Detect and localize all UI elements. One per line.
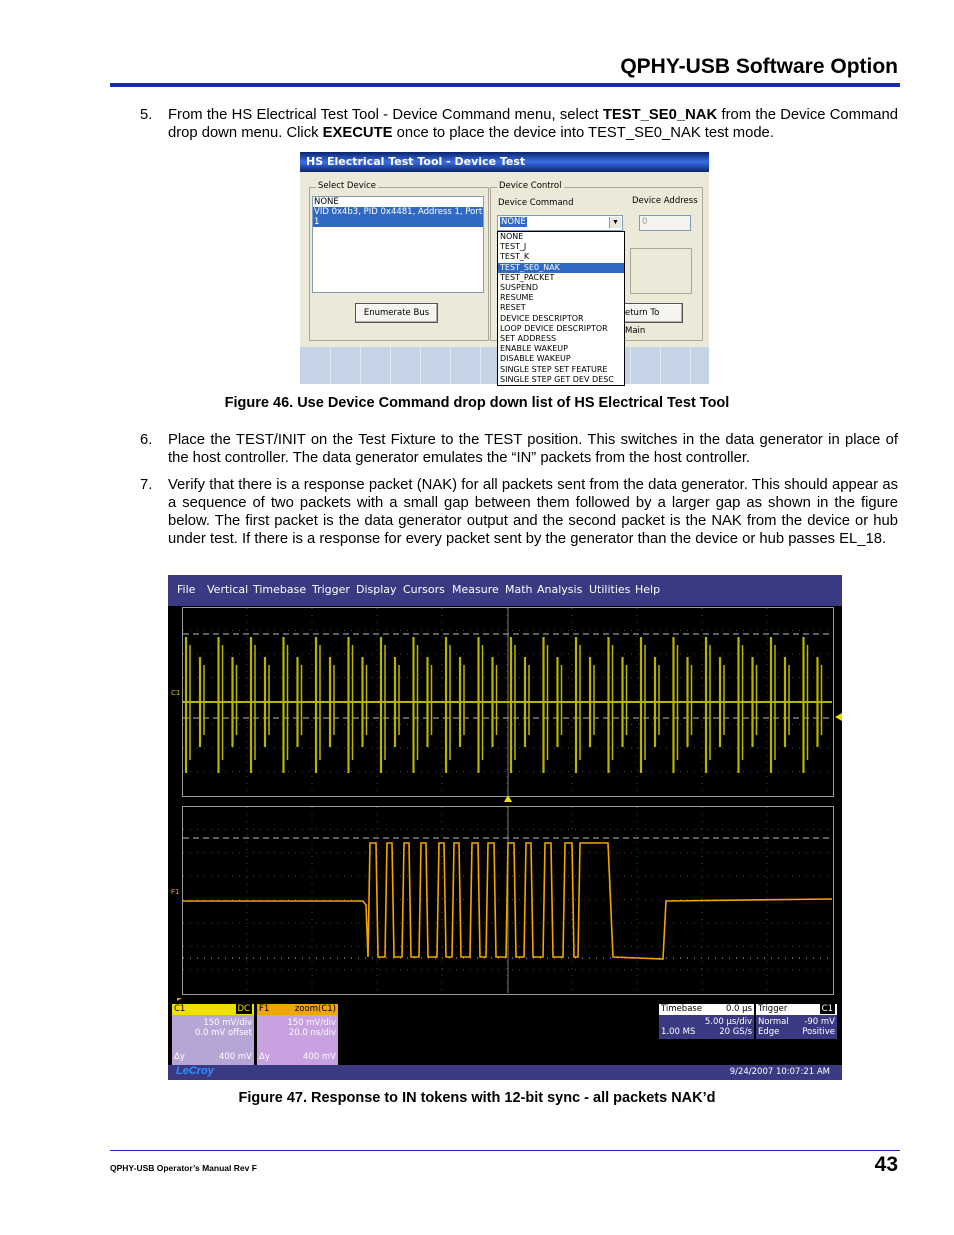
timebase-box[interactable] [659,1004,754,1039]
step-text [168,106,898,142]
f1-math-box[interactable] [257,1004,338,1065]
menu-item-cursors[interactable]: Cursors [403,583,445,596]
c1-scale: 150 mV/div [203,1018,252,1028]
trigger-channel: C1 [821,1004,833,1014]
header-rule [110,83,900,87]
menu-item-analysis[interactable]: Analysis [537,583,583,596]
chevron-down-icon[interactable]: ▼ [609,217,621,228]
menu-item-timebase[interactable]: Timebase [253,583,307,596]
oscilloscope-screen [168,575,842,1080]
menu-item-trigger[interactable]: Trigger [312,583,350,596]
timebase-rate: 20 GS/s [719,1027,752,1037]
device-list-item[interactable]: NONE [314,197,339,207]
f1-source: zoom(C1) [294,1004,336,1014]
menu-item-file[interactable]: File [177,583,196,596]
step-number: 5. [140,107,153,123]
footer-rule [110,1150,900,1151]
c1-coupling: DC [237,1004,250,1014]
device-command-dropdown-list[interactable] [497,231,625,386]
f1-time: 20.0 ns/div [288,1028,336,1038]
device-command-option[interactable]: SET ADDRESS [500,334,557,344]
device-status-box [630,248,692,294]
device-command-option[interactable]: SINGLE STEP GET DEV DESC [500,374,614,384]
device-command-option[interactable]: DEVICE DESCRIPTOR [500,313,584,323]
f1-dy-value: 400 mV [302,1052,336,1062]
lecroy-logo: LeCroy [176,1065,214,1077]
device-command-option[interactable]: RESUME [500,293,534,303]
menu-item-display[interactable]: Display [356,583,397,596]
timebase-label: Timebase [661,1004,703,1014]
menu-item-help[interactable]: Help [635,583,661,596]
trigger-slope: Positive [802,1027,835,1037]
step-text-bold: TEST_SE0_NAK [602,107,718,123]
device-command-option[interactable]: TEST_J [500,242,527,252]
device-command-option[interactable]: TEST_SE0_NAK [498,263,624,273]
f1-trace-label: F1 [171,888,180,896]
step-text: Verify that there is a response packet (NAK) for all packets sent from the data generator. This should appear as a sequence of two packets with a small gap between them followed by a larger gap as shown in the figure below. The first packet is the data generator output and the second packet is the NAK from the device or hub under test. If there is a response for every packet sent by the generator than the device or hub passes EL_18. [168,477,898,547]
timebase-delay: 0.0 µs [725,1004,752,1014]
trigger-type: Edge [758,1027,780,1037]
device-command-option[interactable]: TEST_PACKET [500,272,555,282]
trigger-level: -90 mV [804,1017,835,1027]
device-command-label: Device Command [498,198,574,208]
device-control-label: Device Control [499,181,562,191]
step-text-part: from the Device Command drop down menu. Click [168,107,898,141]
device-command-option[interactable]: ENABLE WAKEUP [500,344,568,354]
device-address-value: 0 [642,217,648,227]
timebase-samples: 1.00 MS [661,1027,696,1037]
step-text: Place the TEST/INIT on the Test Fixture to the TEST position. This switches in the data generator in place of the host controller. The data generator emulates the “IN” packets from the host controller. [168,432,898,466]
c1-offset: 0.0 mV offset [194,1028,252,1038]
device-listbox[interactable] [312,196,484,293]
c1-trace-label: C1 [171,689,181,697]
c1-channel-box[interactable] [172,1004,254,1065]
page-number: 43 [874,1153,898,1176]
f1-dy-label: Δy [259,1052,270,1062]
menu-item-vertical[interactable]: Vertical [207,583,249,596]
trigger-position-marker [504,795,512,802]
device-command-option[interactable]: DISABLE WAKEUP [500,354,571,364]
device-address-field[interactable] [639,215,691,231]
c1-trigger-level-marker [835,713,842,721]
device-command-option[interactable]: SINGLE STEP SET FEATURE [500,364,608,374]
device-command-select[interactable] [497,215,623,231]
step-text-part: once to place the device into TEST_SE0_NAK test mode. [392,125,774,141]
trigger-mode: Normal [758,1017,789,1027]
footer-manual-title: QPHY-USB Operator’s Manual Rev F [110,1163,257,1173]
c1-dy-label: Δy [174,1052,185,1062]
trigger-box[interactable] [756,1004,837,1039]
menu-item-measure[interactable]: Measure [452,583,499,596]
status-datetime: 9/24/2007 10:07:21 AM [729,1067,830,1077]
select-device-label: Select Device [318,181,376,191]
device-command-option[interactable]: NONE [500,232,524,241]
c1-dy-value: 400 mV [218,1052,252,1062]
device-address-label: Device Address [632,196,698,206]
dialog-title: HS Electrical Test Tool - Device Test [300,152,709,172]
figure-46-caption: Figure 46. Use Device Command drop down list of HS Electrical Test Tool [224,395,730,411]
return-to-main-button[interactable]: eturn To Main [622,303,683,323]
timebase-per-div: 5.00 µs/div [704,1017,752,1027]
f1-scale: 150 mV/div [287,1018,336,1028]
step-number: 7. [140,477,153,493]
page-header-title: QPHY-USB Software Option [620,55,898,78]
figure-47-caption: Figure 47. Response to IN tokens with 12-bit sync - all packets NAK’d [238,1090,716,1106]
step-7 [140,476,898,548]
enumerate-bus-button[interactable]: Enumerate Bus [355,303,438,323]
trigger-label: Trigger [758,1004,788,1014]
step-text-bold: EXECUTE [322,125,393,141]
status-bar [168,1065,842,1080]
device-command-option[interactable]: RESET [500,303,526,313]
device-command-option[interactable]: SUSPEND [500,283,539,293]
c1-name: C1 [174,1004,186,1014]
device-list-item-selected[interactable]: VID 0x4b3, PID 0x4481, Address 1, Port 1 [314,207,483,227]
step-number: 6. [140,432,153,448]
f1-name: F1 [259,1004,270,1014]
menu-item-math[interactable]: Math [505,583,533,596]
step-text-part: From the HS Electrical Test Tool - Device Command menu, select [168,107,603,123]
f1-marker [177,998,182,1001]
menu-item-utilities[interactable]: Utilities [589,583,631,596]
device-command-option[interactable]: LOOP DEVICE DESCRIPTOR [500,323,608,333]
step-5 [140,106,898,142]
step-6 [140,431,898,467]
device-command-option[interactable]: TEST_K [500,252,530,262]
device-command-value: NONE [501,217,526,227]
